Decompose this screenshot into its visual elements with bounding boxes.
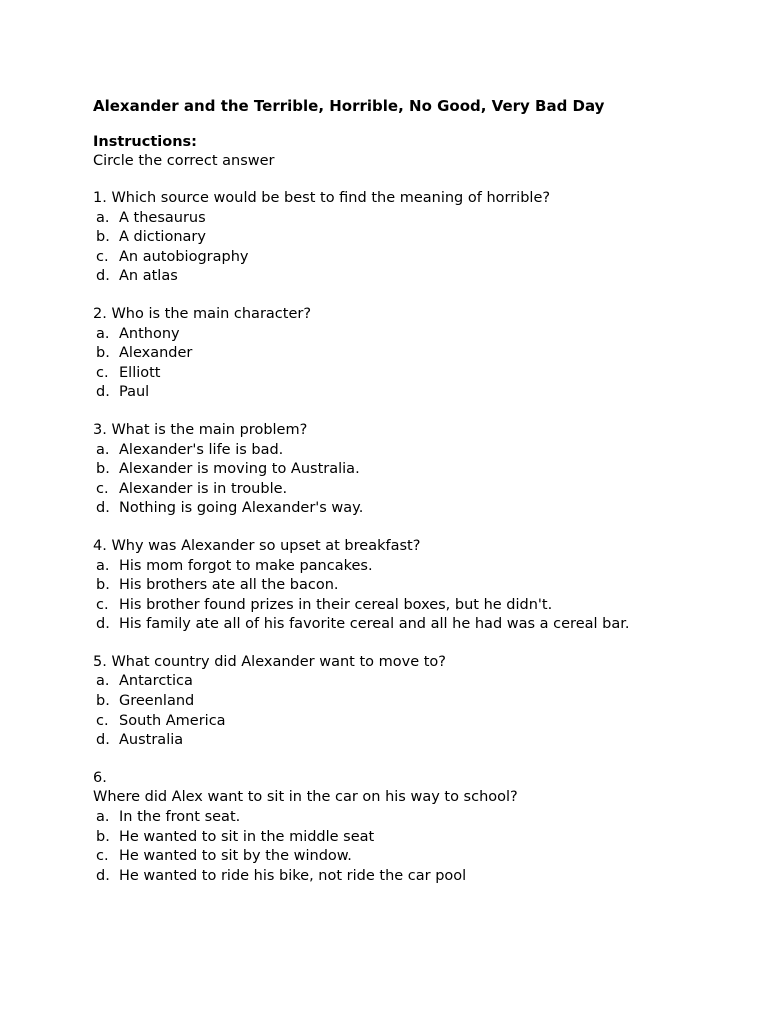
option-letter: a. [96, 325, 110, 342]
question-5 [93, 653, 733, 751]
instructions-text: Circle the correct answer [93, 153, 275, 169]
answer-option[interactable] [93, 460, 733, 480]
answer-option[interactable] [93, 808, 733, 828]
answer-option[interactable] [93, 867, 733, 887]
option-letter: c. [96, 480, 109, 497]
answer-option[interactable] [93, 364, 733, 384]
option-text: Anthony [119, 325, 180, 342]
option-letter: c. [96, 248, 109, 265]
answer-option[interactable] [93, 712, 733, 732]
option-letter: c. [96, 596, 109, 613]
question-prompt: Why was Alexander so upset at breakfast? [111, 537, 421, 554]
answer-option[interactable] [93, 267, 733, 287]
option-text: South America [119, 712, 226, 729]
option-text: An atlas [119, 268, 178, 285]
worksheet [93, 96, 733, 886]
option-letter: c. [96, 364, 109, 381]
option-text: Elliott [119, 364, 161, 381]
answer-option[interactable] [93, 344, 733, 364]
question-prompt: Where did Alex want to sit in the car on his way to school? [93, 789, 518, 806]
answer-option[interactable] [93, 209, 733, 229]
option-letter: a. [96, 441, 110, 458]
answer-option[interactable] [93, 672, 733, 692]
option-text: In the front seat. [119, 809, 241, 826]
question-text [93, 305, 733, 325]
question-prompt: Who is the main character? [111, 305, 312, 322]
option-text: Alexander is moving to Australia. [119, 461, 360, 478]
option-letter: a. [96, 557, 110, 574]
question-text [93, 537, 733, 557]
option-letter: d. [96, 500, 110, 517]
option-letter: a. [96, 209, 110, 226]
option-text: He wanted to ride his bike, not ride the car pool [119, 867, 467, 884]
answer-option[interactable] [93, 228, 733, 248]
page-title: Alexander and the Terrible, Horrible, No Good, Very Bad Day [93, 97, 605, 115]
option-letter: d. [96, 867, 110, 884]
question-2 [93, 305, 733, 403]
question-6 [93, 769, 733, 887]
answer-option[interactable] [93, 847, 733, 867]
question-number: 5. [93, 653, 107, 670]
answer-option[interactable] [93, 383, 733, 403]
option-letter: d. [96, 732, 110, 749]
option-text: A thesaurus [119, 209, 206, 226]
question-1 [93, 189, 733, 287]
option-letter: b. [96, 345, 110, 362]
answer-option[interactable] [93, 828, 733, 848]
option-letter: b. [96, 461, 110, 478]
option-letter: a. [96, 809, 110, 826]
option-text: His brother found prizes in their cereal boxes, but he didn't. [119, 596, 553, 613]
answer-option[interactable] [93, 615, 733, 635]
answer-option[interactable] [93, 731, 733, 751]
question-4 [93, 537, 733, 635]
answer-option[interactable] [93, 557, 733, 577]
question-number: 6. [93, 769, 107, 786]
option-letter: c. [96, 712, 109, 729]
option-letter: b. [96, 693, 110, 710]
option-text: Antarctica [119, 673, 193, 690]
answer-option[interactable] [93, 596, 733, 616]
question-text [93, 421, 733, 441]
option-letter: c. [96, 848, 109, 865]
option-letter: d. [96, 268, 110, 285]
option-text: Australia [119, 732, 184, 749]
option-text: He wanted to sit by the window. [119, 848, 352, 865]
option-letter: b. [96, 828, 110, 845]
option-text: Alexander [119, 345, 193, 362]
option-text: Nothing is going Alexander's way. [119, 500, 364, 517]
option-letter: b. [96, 577, 110, 594]
question-prompt: What is the main problem? [111, 421, 308, 438]
option-letter: a. [96, 673, 110, 690]
answer-option[interactable] [93, 499, 733, 519]
question-text [93, 653, 733, 673]
option-text: Paul [119, 384, 150, 401]
answer-option[interactable] [93, 692, 733, 712]
option-text: His mom forgot to make pancakes. [119, 557, 373, 574]
option-text: He wanted to sit in the middle seat [119, 828, 375, 845]
option-letter: b. [96, 229, 110, 246]
option-letter: d. [96, 384, 110, 401]
option-text: His brothers ate all the bacon. [119, 577, 339, 594]
answer-option[interactable] [93, 480, 733, 500]
option-text: Alexander is in trouble. [119, 480, 288, 497]
option-text: Greenland [119, 693, 195, 710]
question-number: 4. [93, 537, 107, 554]
answer-option[interactable] [93, 576, 733, 596]
option-text: A dictionary [119, 229, 206, 246]
answer-option[interactable] [93, 441, 733, 461]
question-number: 1. [93, 190, 107, 206]
option-text: His family ate all of his favorite cereal and all he had was a cereal bar. [119, 616, 630, 633]
question-number: 2. [93, 305, 107, 322]
question-text [93, 189, 733, 209]
answer-option[interactable] [93, 325, 733, 345]
question-prompt: Which source would be best to find the meaning of horrible? [111, 190, 551, 206]
question-prompt: What country did Alexander want to move to? [111, 653, 446, 670]
answer-option[interactable] [93, 248, 733, 268]
option-text: An autobiography [119, 248, 249, 265]
option-text: Alexander's life is bad. [119, 441, 284, 458]
option-letter: d. [96, 616, 110, 633]
instructions-heading: Instructions: [93, 134, 197, 150]
question-number: 3. [93, 421, 107, 438]
question-3 [93, 421, 733, 519]
